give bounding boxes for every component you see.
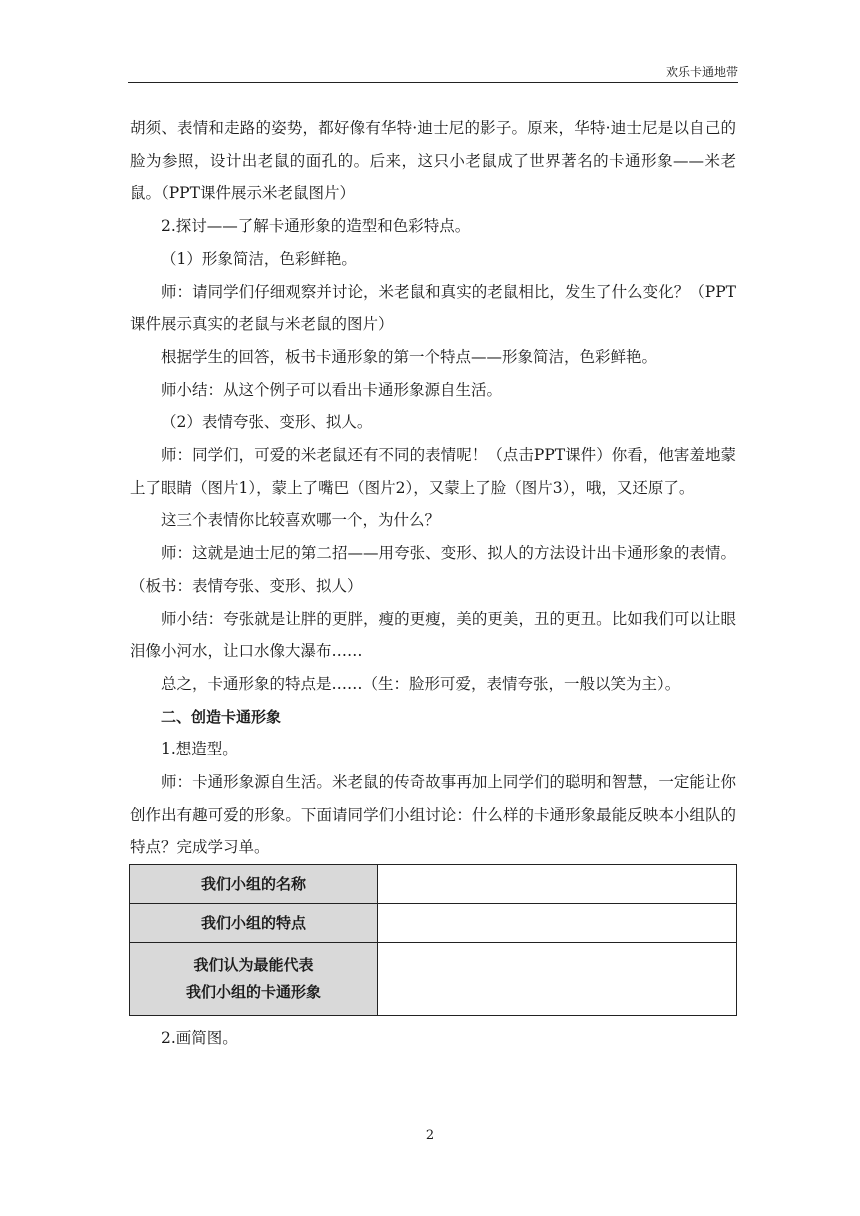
worksheet-label-text: 我们小组的特点 <box>200 913 306 932</box>
worksheet-table <box>129 864 737 1016</box>
paragraph-summary-2: 师小结：夸张就是让胖的更胖，瘦的更瘦，美的更美，丑的更丑。比如我们可以让眼泪像小河水，让口水像大瀑布…… <box>130 609 736 661</box>
paragraph-group-task: 师：卡通形象源自生活。米老鼠的传奇故事再加上同学们的聪明和智慧，一定能让你创作出有趣可爱的形象。下面请同学们小组讨论：什么样的卡通形象最能反映本小组队的特点？完成学习单。 <box>130 773 736 857</box>
paragraph-conclusion: 总之，卡通形象的特点是……（生：脸形可爱，表情夸张，一般以笑为主）。 <box>161 674 681 693</box>
worksheet-label-text-line1: 我们认为最能代表 <box>193 956 314 975</box>
document-body <box>130 112 736 1055</box>
worksheet-label-character <box>130 943 378 1016</box>
worksheet-label-text-line2: 我们小组的卡通形象 <box>185 983 321 1002</box>
section-item-design: 1.想造型。 <box>161 740 238 759</box>
page-number: 2 <box>425 1128 435 1143</box>
section-item-explore: 2.探讨——了解卡通形象的造型和色彩特点。 <box>161 217 471 236</box>
section-heading-create: 二、创造卡通形象 <box>161 707 282 726</box>
paragraph-second-trick: 师：这就是迪士尼的第二招——用夸张、变形、拟人的方法设计出卡通形象的表情。（板书：表情夸张、变形、拟人） <box>130 544 736 595</box>
paragraph-expressions: 师：同学们，可爱的米老鼠还有不同的表情呢！（点击PPT课件）你看，他害羞地蒙上了眼睛（图片1），蒙上了嘴巴（图片2），又蒙上了脸（图片3），哦，又还原了。 <box>130 446 736 497</box>
worksheet-value-traits[interactable] <box>378 904 737 943</box>
paragraph-summary-1: 师小结：从这个例子可以看出卡通形象源自生活。 <box>161 380 503 399</box>
header-title: 欢乐卡通地带 <box>665 65 738 79</box>
subpoint-exaggeration: （2）表情夸张、变形、拟人。 <box>161 413 373 432</box>
worksheet-value-character[interactable] <box>378 943 737 1016</box>
worksheet-label-name <box>130 865 378 904</box>
worksheet-label-traits <box>130 904 378 943</box>
worksheet-row-traits <box>130 904 737 943</box>
paragraph-board-note-1: 根据学生的回答，板书卡通形象的第一个特点——形象简洁，色彩鲜艳。 <box>161 347 658 366</box>
worksheet-value-name[interactable] <box>378 865 737 904</box>
section-item-sketch: 2.画简图。 <box>161 1029 238 1048</box>
worksheet-row-name <box>130 865 737 904</box>
header-rule <box>128 82 738 83</box>
subpoint-simple-bright: （1）形象简洁，色彩鲜艳。 <box>161 249 357 268</box>
worksheet-label-text: 我们小组的名称 <box>200 874 306 893</box>
paragraph-mickey-origin: 胡须、表情和走路的姿势，都好像有华特·迪士尼的影子。原来，华特·迪士尼是以自己的脸为参照，设计出老鼠的面孔的。后来，这只小老鼠成了世界著名的卡通形象——米老鼠。（PPT课件展示米老鼠图片） <box>130 119 736 203</box>
paragraph-which-expression: 这三个表情你比较喜欢哪一个，为什么？ <box>161 511 441 530</box>
paragraph-teacher-question: 师：请同学们仔细观察并讨论，米老鼠和真实的老鼠相比，发生了什么变化？（PPT课件展示真实的老鼠与米老鼠的图片） <box>130 282 736 334</box>
worksheet-row-character <box>130 943 737 1016</box>
